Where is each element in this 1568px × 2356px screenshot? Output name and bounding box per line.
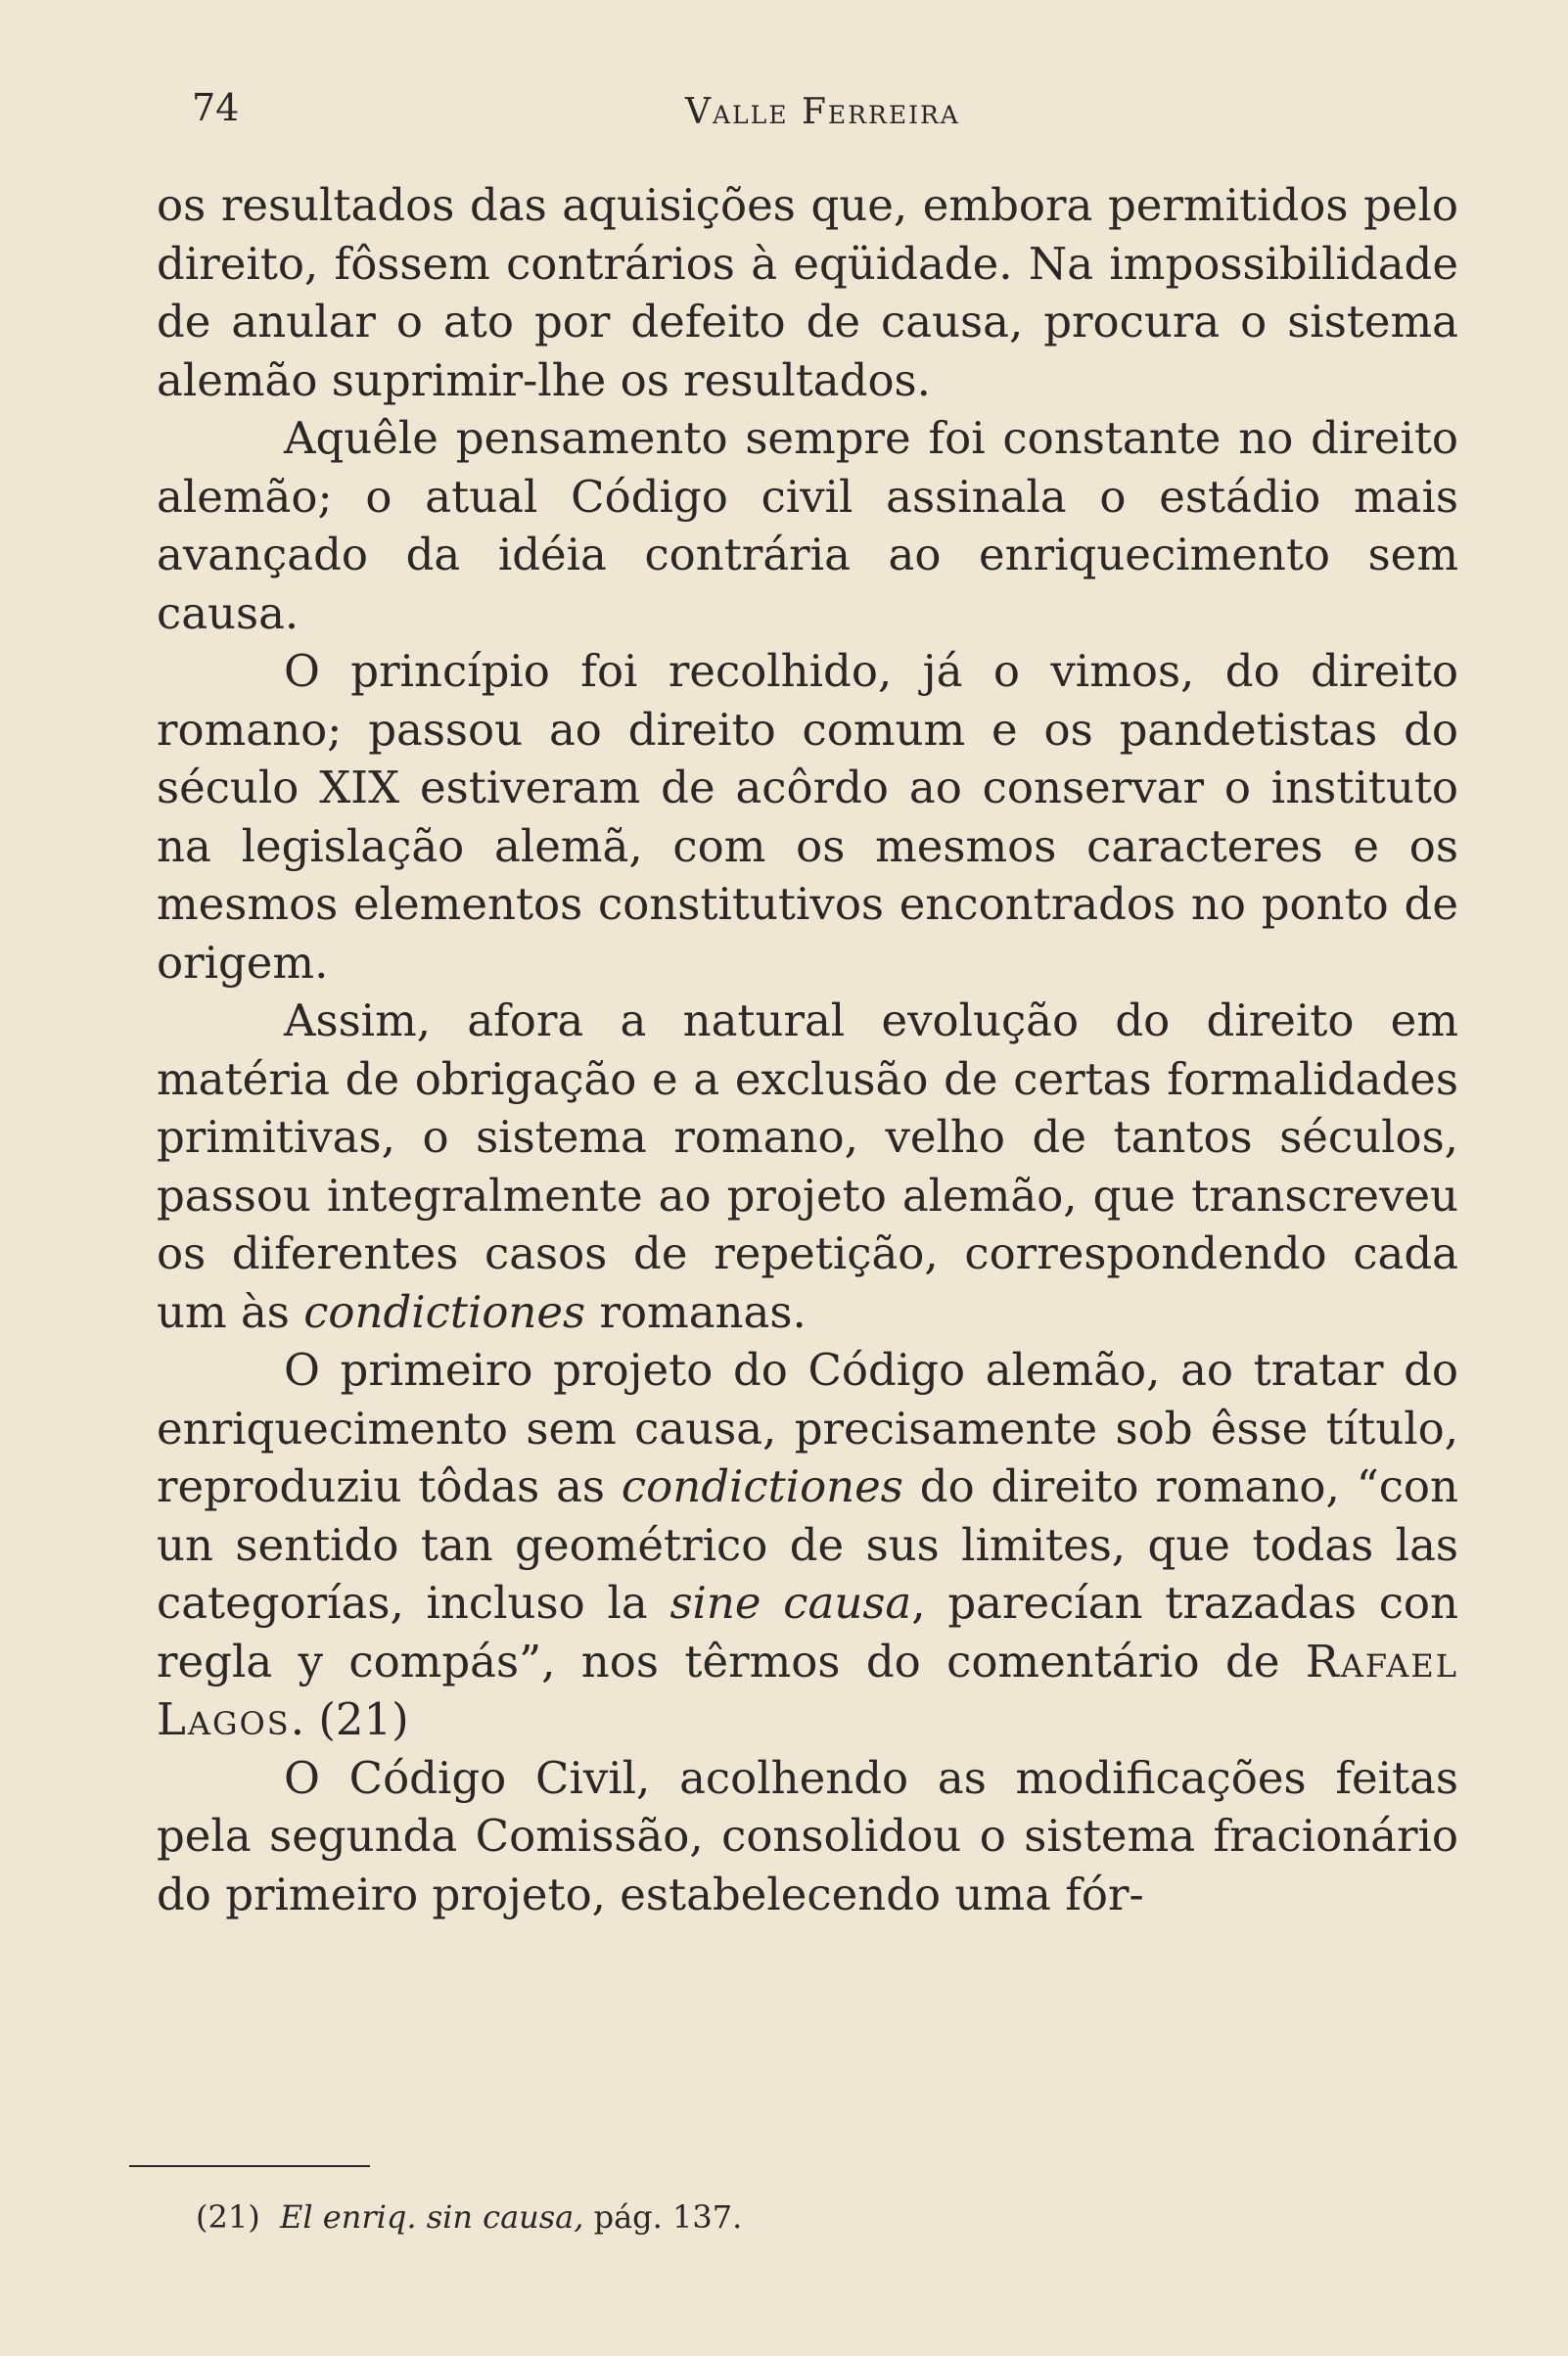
cited-author: Rafael Lagos bbox=[157, 1635, 1458, 1745]
paragraph-1: os resultados das aquisições que, embora permitidos pelo direito, fôssem contrários à eqüidade. Na impossibilidade de anular o ato por defeito de causa, procura o sistema alemão suprimir-lhe os resultados. bbox=[157, 179, 1458, 406]
footnote bbox=[196, 2198, 742, 2236]
page-header bbox=[0, 80, 1568, 139]
paragraph-4 bbox=[157, 992, 1458, 1341]
paragraph-2: Aquêle pensamento sempre foi constante no direito alemão; o atual Código civil assinala o estádio mais avançado da idéia contrária ao enriquecimento sem causa. bbox=[157, 412, 1458, 639]
paragraph-5-text-a: O primeiro projeto do Código alemão, ao tratar do enriquecimento sem causa, precisamente sob êsse título, reproduziu tôdas as bbox=[157, 1344, 1458, 1512]
paragraph-4-italic: condictiones bbox=[303, 1285, 586, 1338]
running-head: Valle Ferreira bbox=[685, 92, 960, 132]
paragraph-5-italic-b: sine causa bbox=[669, 1577, 912, 1629]
paragraph-5-text-d: . (21) bbox=[290, 1693, 409, 1745]
paragraph-5 bbox=[157, 1341, 1458, 1749]
paragraph-6: O Código Civil, acolhendo as modificações feitas pela segunda Comissão, consolidou o sistema fracionário do primeiro projeto, estabelecendo uma fór- bbox=[157, 1751, 1458, 1920]
paragraph-5-text-c: , parecían trazadas con regla y compás”, nos têrmos do comentário de bbox=[157, 1577, 1459, 1687]
paragraph-3: O princípio foi recolhido, já o vimos, do direito romano; passou ao direito comum e os pandetistas do século XIX estiveram de acôrdo ao conservar o instituto na legislação alemã, com os mesmos caracteres e os mesmos elementos constitutivos encontrados no ponto de origem. bbox=[157, 645, 1458, 989]
footnote-page: pág. 137. bbox=[583, 2198, 743, 2236]
paragraph-5-text-b: do direito romano, “con un sentido tan geométrico de sus limites, que todas las categorías, incluso la bbox=[157, 1460, 1458, 1629]
page-number: 74 bbox=[192, 86, 240, 129]
body-text bbox=[157, 176, 1458, 1923]
footnote-marker: (21) bbox=[196, 2198, 260, 2236]
paragraph-4-text-a: Assim, afora a natural evolução do direito em matéria de obrigação e a exclusão de certas formalidades primitivas, o sistema romano, velho de tantos séculos, passou integralmente ao projeto alemão, que transcreveu os diferentes casos de repetição, correspondendo cada um às bbox=[157, 994, 1458, 1338]
paragraph-4-text-b: romanas. bbox=[585, 1285, 807, 1338]
footnote-divider bbox=[129, 2165, 370, 2167]
footnote-title: El enriq. sin causa, bbox=[280, 2198, 584, 2236]
paragraph-5-italic-a: condictiones bbox=[621, 1460, 903, 1512]
